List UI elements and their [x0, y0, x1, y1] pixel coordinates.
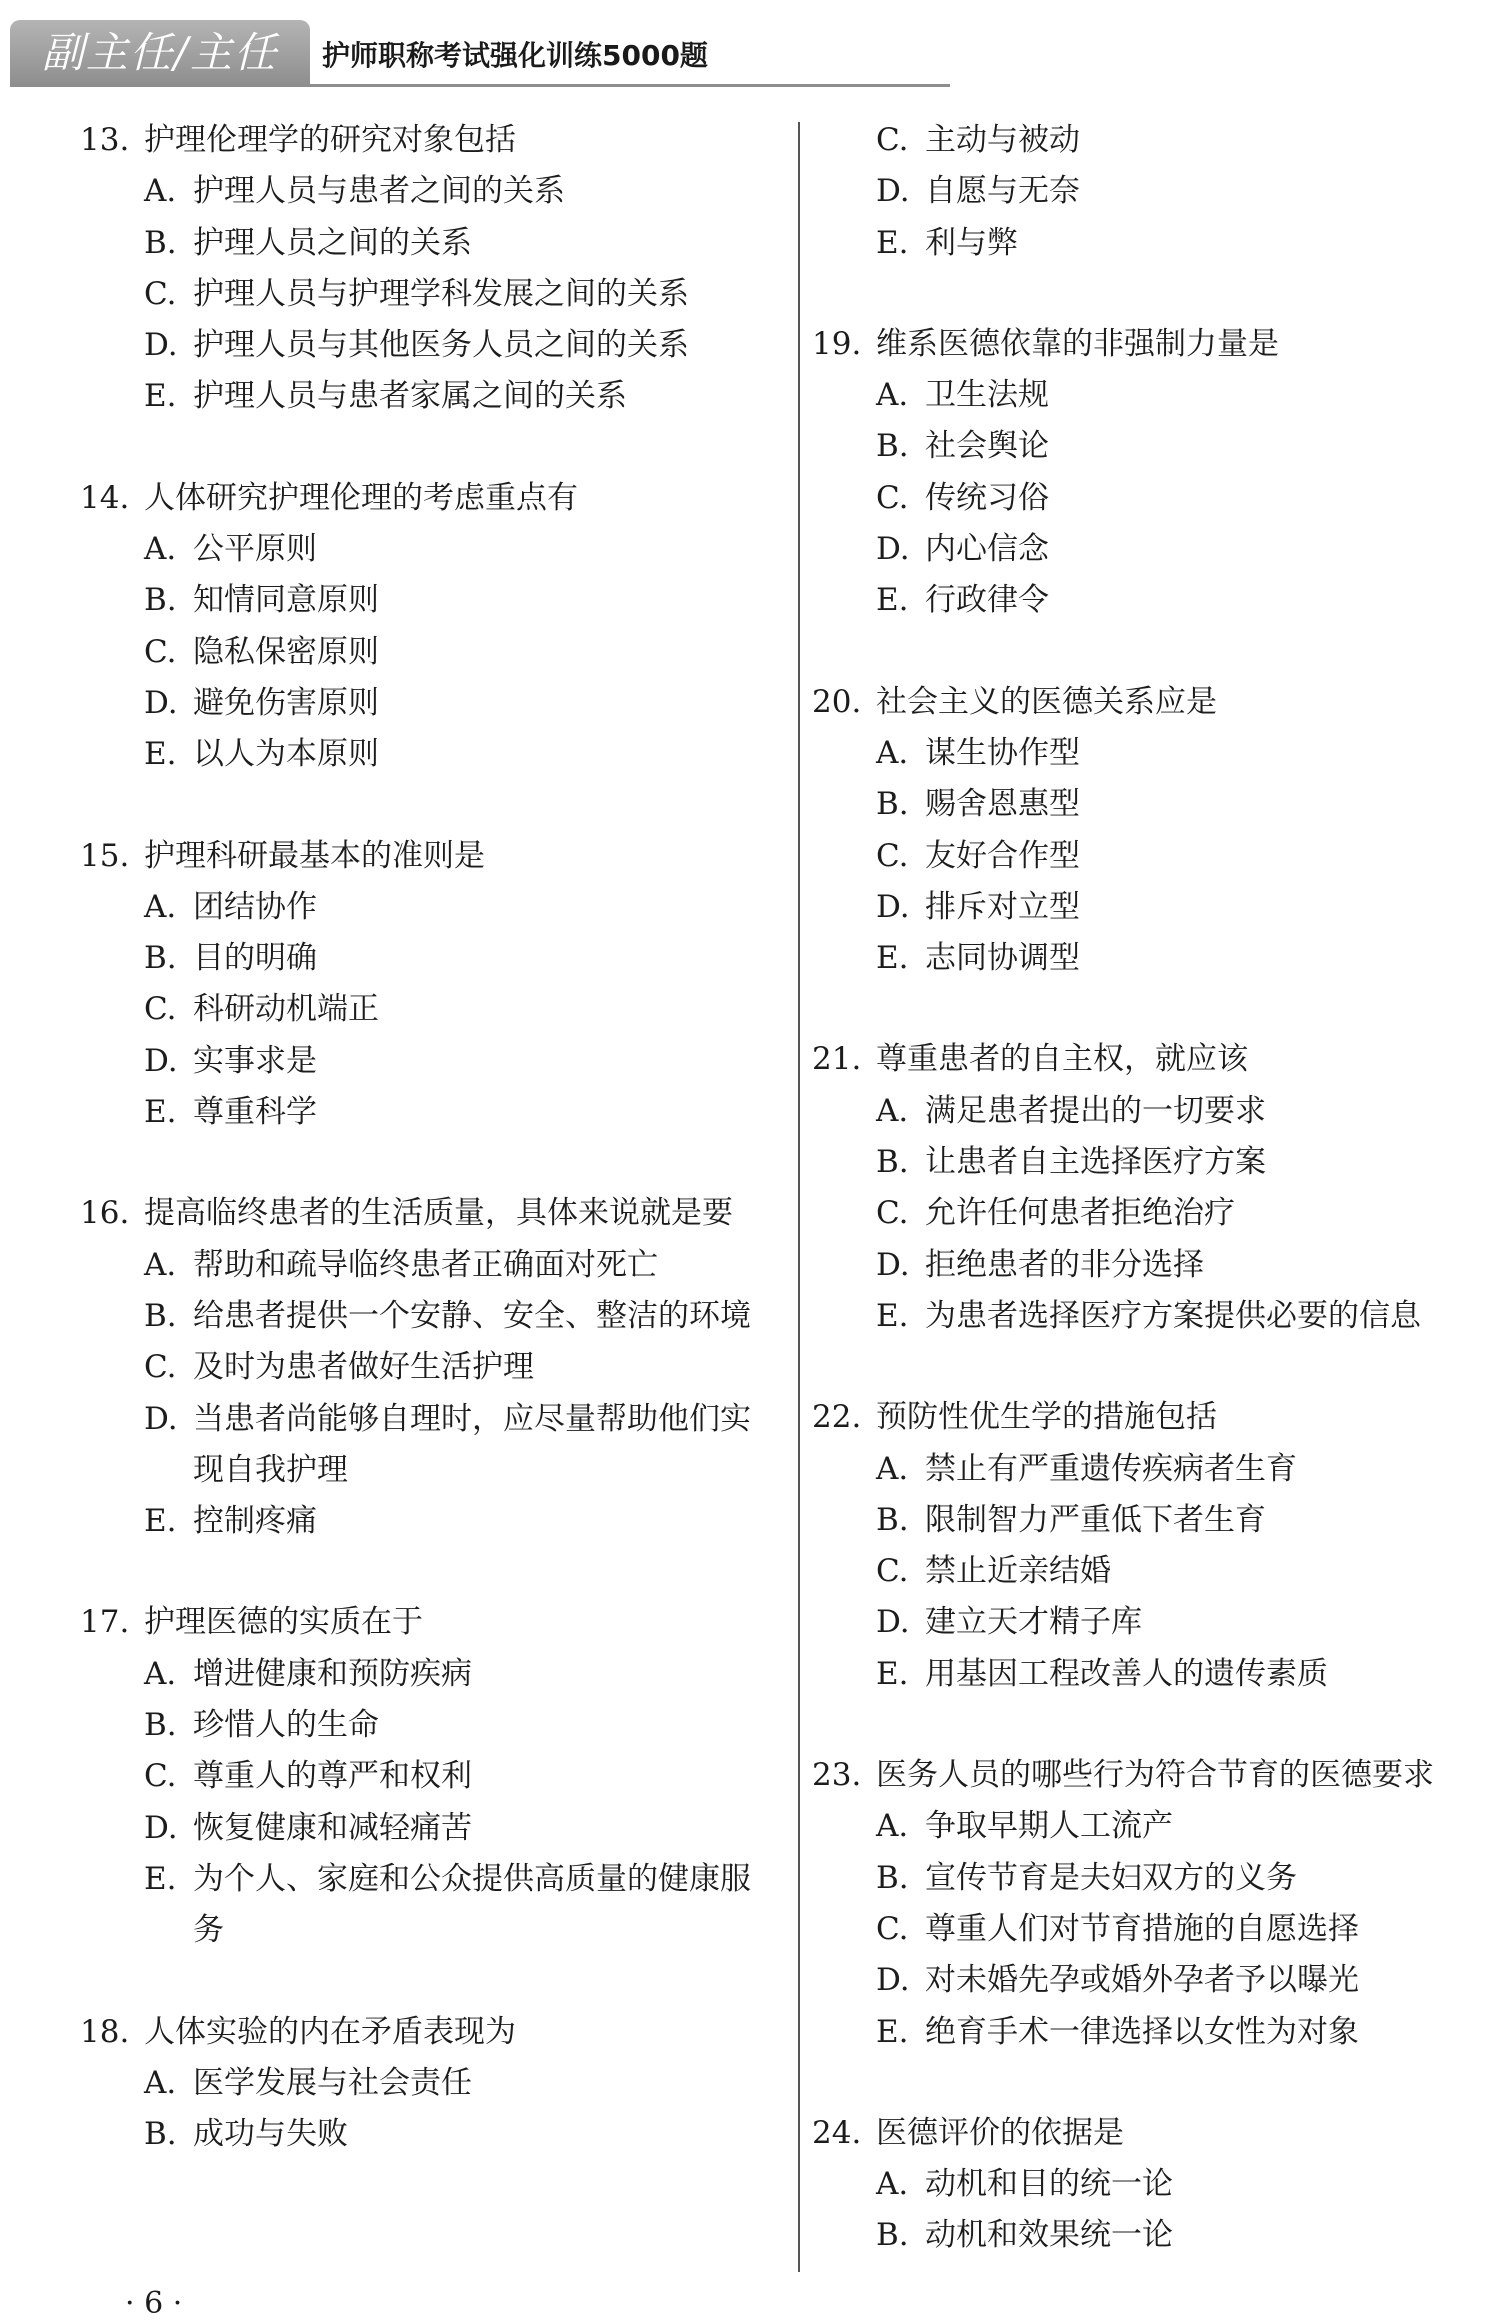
option-b — [80, 2109, 780, 2160]
question-stem — [80, 115, 780, 166]
option-text: 对未婚先孕或婚外孕者予以曝光 — [925, 1962, 1359, 1999]
option-text: 绝育手术一律选择以女性为对象 — [925, 2013, 1359, 2050]
option-label: E. — [876, 1297, 909, 1334]
option-text: 赐舍恩惠型 — [925, 786, 1080, 823]
question-text: 提高临终患者的生活质量，具体来说就是要 — [144, 1195, 733, 1232]
option-a — [812, 1444, 1500, 1495]
option-a — [812, 728, 1500, 779]
option-label: C. — [144, 991, 177, 1028]
option-e — [812, 575, 1500, 626]
option-text: 自愿与无奈 — [925, 173, 1080, 210]
option-text: 禁止有严重遗传疾病者生育 — [925, 1450, 1297, 1487]
option-a — [812, 1086, 1500, 1137]
option-text: 实事求是 — [193, 1042, 317, 1079]
option-text: 团结协作 — [193, 888, 317, 925]
question-20 — [812, 677, 1500, 985]
option-text: 社会舆论 — [925, 428, 1049, 465]
option-d — [812, 524, 1500, 575]
option-label: A. — [144, 2064, 177, 2101]
option-label: E. — [144, 736, 177, 773]
option-label: D. — [876, 1604, 910, 1641]
question-number: 18. — [80, 2013, 130, 2050]
option-text: 让患者自主选择医疗方案 — [925, 1144, 1266, 1181]
option-a — [80, 166, 780, 217]
option-label: E. — [144, 1503, 177, 1540]
option-label: D. — [876, 1246, 910, 1283]
question-13 — [80, 115, 780, 423]
option-e — [812, 933, 1500, 984]
option-d — [812, 166, 1500, 217]
option-text: 避免伤害原则 — [193, 684, 379, 721]
option-c — [80, 1342, 780, 1393]
option-text: 科研动机端正 — [193, 991, 379, 1028]
option-a — [80, 1649, 780, 1700]
option-c — [812, 1546, 1500, 1597]
option-label: E. — [876, 224, 909, 261]
option-text: 成功与失败 — [193, 2116, 348, 2153]
option-text: 动机和效果统一论 — [925, 2217, 1173, 2254]
option-label: A. — [876, 2166, 909, 2203]
question-text: 护理伦理学的研究对象包括 — [144, 122, 516, 158]
option-a — [80, 2058, 780, 2109]
option-label: D. — [876, 888, 910, 925]
question-stem — [812, 1392, 1500, 1443]
option-label: C. — [876, 837, 909, 874]
option-text: 以人为本原则 — [193, 736, 379, 773]
option-e — [812, 2007, 1500, 2058]
question-18-continued — [812, 115, 1500, 269]
option-d — [80, 1394, 780, 1497]
option-a — [80, 524, 780, 575]
question-text: 护理科研最基本的准则是 — [144, 837, 485, 874]
option-d — [812, 1240, 1500, 1291]
option-d — [812, 1597, 1500, 1648]
option-label: C. — [144, 1758, 177, 1795]
option-text: 志同协调型 — [925, 940, 1080, 977]
option-label: E. — [876, 1655, 909, 1692]
question-18 — [80, 2007, 780, 2161]
question-15 — [80, 831, 780, 1139]
option-label: C. — [876, 1553, 909, 1590]
question-stem — [80, 473, 780, 524]
option-c — [812, 115, 1500, 166]
option-text: 禁止近亲结婚 — [925, 1553, 1111, 1590]
option-label: B. — [144, 224, 177, 261]
option-label: A. — [876, 734, 909, 771]
option-d — [812, 882, 1500, 933]
option-text: 帮助和疏导临终患者正确面对死亡 — [193, 1246, 658, 1283]
option-label: D. — [876, 1962, 910, 1999]
option-label: D. — [144, 1809, 178, 1846]
option-label: D. — [876, 531, 910, 568]
question-text: 尊重患者的自主权，就应该 — [876, 1041, 1248, 1078]
question-text: 护理医德的实质在于 — [144, 1604, 423, 1641]
option-e — [80, 1854, 780, 1957]
question-text: 医务人员的哪些行为符合节育的医德要求 — [876, 1757, 1434, 1794]
option-text: 满足患者提出的一切要求 — [925, 1092, 1266, 1129]
option-e — [812, 1291, 1500, 1342]
option-label: A. — [876, 1808, 909, 1845]
option-a — [80, 1240, 780, 1291]
question-stem — [812, 1750, 1500, 1801]
option-text: 建立天才精子库 — [925, 1604, 1142, 1641]
option-label: E. — [876, 582, 909, 619]
question-number: 13. — [80, 122, 130, 158]
question-stem — [80, 831, 780, 882]
header-book-title: 护师职称考试强化训练5000题 — [322, 39, 708, 72]
option-b — [80, 218, 780, 269]
option-label: E. — [144, 1094, 177, 1131]
option-label: B. — [144, 1297, 177, 1334]
option-text: 动机和目的统一论 — [925, 2166, 1173, 2203]
option-a — [80, 882, 780, 933]
question-number: 24. — [812, 2114, 862, 2151]
question-number: 21. — [812, 1041, 862, 1078]
option-label: C. — [144, 1349, 177, 1386]
option-label: B. — [876, 1501, 909, 1538]
option-label: D. — [144, 684, 178, 721]
option-label: D. — [144, 1042, 178, 1079]
option-label: D. — [876, 173, 910, 210]
option-label: C. — [144, 633, 177, 670]
option-text: 护理人员与其他医务人员之间的关系 — [193, 327, 689, 364]
option-text: 主动与被动 — [925, 122, 1080, 158]
column-divider — [798, 122, 800, 2272]
option-label: E. — [876, 940, 909, 977]
option-label: A. — [144, 173, 177, 210]
header-rule — [10, 84, 950, 87]
option-text: 目的明确 — [193, 940, 317, 977]
question-21 — [812, 1034, 1500, 1342]
option-label: B. — [144, 1707, 177, 1744]
option-label: A. — [876, 1450, 909, 1487]
option-text: 宣传节育是夫妇双方的义务 — [925, 1859, 1297, 1896]
option-d — [812, 1955, 1500, 2006]
option-text: 护理人员与护理学科发展之间的关系 — [193, 275, 689, 312]
option-label: A. — [144, 888, 177, 925]
option-label: C. — [144, 275, 177, 312]
option-text: 恢复健康和减轻痛苦 — [193, 1809, 472, 1846]
question-16 — [80, 1188, 780, 1547]
option-b — [80, 575, 780, 626]
option-label: D. — [144, 327, 178, 364]
option-a — [812, 1801, 1500, 1852]
option-text: 尊重科学 — [193, 1094, 317, 1131]
option-text: 行政律令 — [925, 582, 1049, 619]
option-text: 排斥对立型 — [925, 888, 1080, 925]
right-column — [812, 115, 1500, 2312]
option-c — [812, 1188, 1500, 1239]
option-text: 争取早期人工流产 — [925, 1808, 1173, 1845]
question-number: 17. — [80, 1604, 130, 1641]
option-label: A. — [876, 1092, 909, 1129]
question-number: 15. — [80, 837, 130, 874]
option-text: 护理人员与患者家属之间的关系 — [193, 378, 627, 415]
question-24 — [812, 2108, 1500, 2262]
question-number: 16. — [80, 1195, 130, 1232]
option-text: 珍惜人的生命 — [193, 1707, 379, 1744]
question-23 — [812, 1750, 1500, 2058]
option-label: E. — [144, 378, 177, 415]
question-number: 22. — [812, 1399, 862, 1436]
option-e — [812, 218, 1500, 269]
option-text: 知情同意原则 — [193, 582, 379, 619]
question-text: 维系医德依靠的非强制力量是 — [876, 325, 1279, 362]
option-e — [80, 729, 780, 780]
option-text: 增进健康和预防疾病 — [193, 1655, 472, 1692]
option-text: 友好合作型 — [925, 837, 1080, 874]
option-text: 当患者尚能够自理时，应尽量帮助他们实现自我护理 — [193, 1400, 751, 1488]
option-d — [80, 1803, 780, 1854]
option-text: 卫生法规 — [925, 377, 1049, 414]
option-text: 尊重人的尊严和权利 — [193, 1758, 472, 1795]
option-label: B. — [876, 1144, 909, 1181]
option-label: A. — [144, 1246, 177, 1283]
option-c — [80, 984, 780, 1035]
option-e — [80, 371, 780, 422]
page-header — [0, 0, 1500, 90]
option-b — [812, 1853, 1500, 1904]
question-22 — [812, 1392, 1500, 1700]
option-label: E. — [876, 2013, 909, 2050]
option-c — [80, 269, 780, 320]
question-stem — [812, 1034, 1500, 1085]
option-b — [812, 2210, 1500, 2261]
option-b — [812, 421, 1500, 472]
option-d — [80, 678, 780, 729]
question-stem — [812, 319, 1500, 370]
option-label: C. — [876, 1195, 909, 1232]
option-label: C. — [876, 122, 909, 158]
question-text: 预防性优生学的措施包括 — [876, 1399, 1217, 1436]
option-c — [812, 473, 1500, 524]
question-stem — [80, 2007, 780, 2058]
question-number: 19. — [812, 325, 862, 362]
option-c — [80, 627, 780, 678]
option-text: 谋生协作型 — [925, 734, 1080, 771]
option-b — [80, 1291, 780, 1342]
page-number: · 6 · — [125, 2286, 183, 2321]
option-d — [80, 320, 780, 371]
option-text: 为个人、家庭和公众提供高质量的健康服务 — [193, 1860, 751, 1949]
option-e — [80, 1496, 780, 1547]
option-text: 公平原则 — [193, 531, 317, 568]
option-label: B. — [876, 1859, 909, 1896]
option-b — [80, 1700, 780, 1751]
question-text: 人体研究护理伦理的考虑重点有 — [144, 479, 578, 516]
option-text: 拒绝患者的非分选择 — [925, 1246, 1204, 1283]
header-section-tab: 副主任/主任 — [10, 20, 310, 86]
option-e — [80, 1087, 780, 1138]
question-number: 23. — [812, 1757, 862, 1794]
option-text: 给患者提供一个安静、安全、整洁的环境 — [193, 1297, 751, 1334]
option-label: B. — [144, 2116, 177, 2153]
option-a — [812, 2159, 1500, 2210]
left-column — [80, 115, 780, 2210]
option-label: C. — [876, 479, 909, 516]
option-text: 护理人员之间的关系 — [193, 224, 472, 261]
question-number: 14. — [80, 479, 130, 516]
option-c — [80, 1751, 780, 1802]
question-stem — [812, 677, 1500, 728]
option-text: 隐私保密原则 — [193, 633, 379, 670]
question-stem — [80, 1188, 780, 1239]
option-label: A. — [144, 531, 177, 568]
option-label: A. — [876, 377, 909, 414]
question-14 — [80, 473, 780, 781]
option-c — [812, 1904, 1500, 1955]
option-label: E. — [144, 1860, 177, 1897]
option-label: C. — [876, 1910, 909, 1947]
option-label: B. — [876, 786, 909, 823]
question-stem — [80, 1597, 780, 1648]
option-b — [80, 933, 780, 984]
option-text: 控制疼痛 — [193, 1503, 317, 1540]
option-e — [812, 1649, 1500, 1700]
question-text: 社会主义的医德关系应是 — [876, 683, 1217, 720]
question-number: 20. — [812, 683, 862, 720]
option-text: 为患者选择医疗方案提供必要的信息 — [925, 1297, 1421, 1334]
option-d — [80, 1036, 780, 1087]
question-text: 医德评价的依据是 — [876, 2114, 1124, 2151]
option-text: 护理人员与患者之间的关系 — [193, 173, 565, 210]
option-label: B. — [144, 940, 177, 977]
question-17 — [80, 1597, 780, 1956]
option-label: B. — [144, 582, 177, 619]
option-a — [812, 370, 1500, 421]
option-b — [812, 1495, 1500, 1546]
option-c — [812, 831, 1500, 882]
question-text: 人体实验的内在矛盾表现为 — [144, 2013, 516, 2050]
option-text: 允许任何患者拒绝治疗 — [925, 1195, 1235, 1232]
option-text: 传统习俗 — [925, 479, 1049, 516]
option-text: 及时为患者做好生活护理 — [193, 1349, 534, 1386]
option-text: 内心信念 — [925, 531, 1049, 568]
option-text: 利与弊 — [925, 224, 1018, 261]
option-text: 医学发展与社会责任 — [193, 2064, 472, 2101]
option-label: D. — [144, 1400, 178, 1437]
option-label: B. — [876, 2217, 909, 2254]
option-b — [812, 779, 1500, 830]
option-text: 限制智力严重低下者生育 — [925, 1501, 1266, 1538]
question-19 — [812, 319, 1500, 627]
option-label: B. — [876, 428, 909, 465]
option-b — [812, 1137, 1500, 1188]
option-text: 用基因工程改善人的遗传素质 — [925, 1655, 1328, 1692]
question-stem — [812, 2108, 1500, 2159]
option-text: 尊重人们对节育措施的自愿选择 — [925, 1910, 1359, 1947]
option-label: A. — [144, 1655, 177, 1692]
